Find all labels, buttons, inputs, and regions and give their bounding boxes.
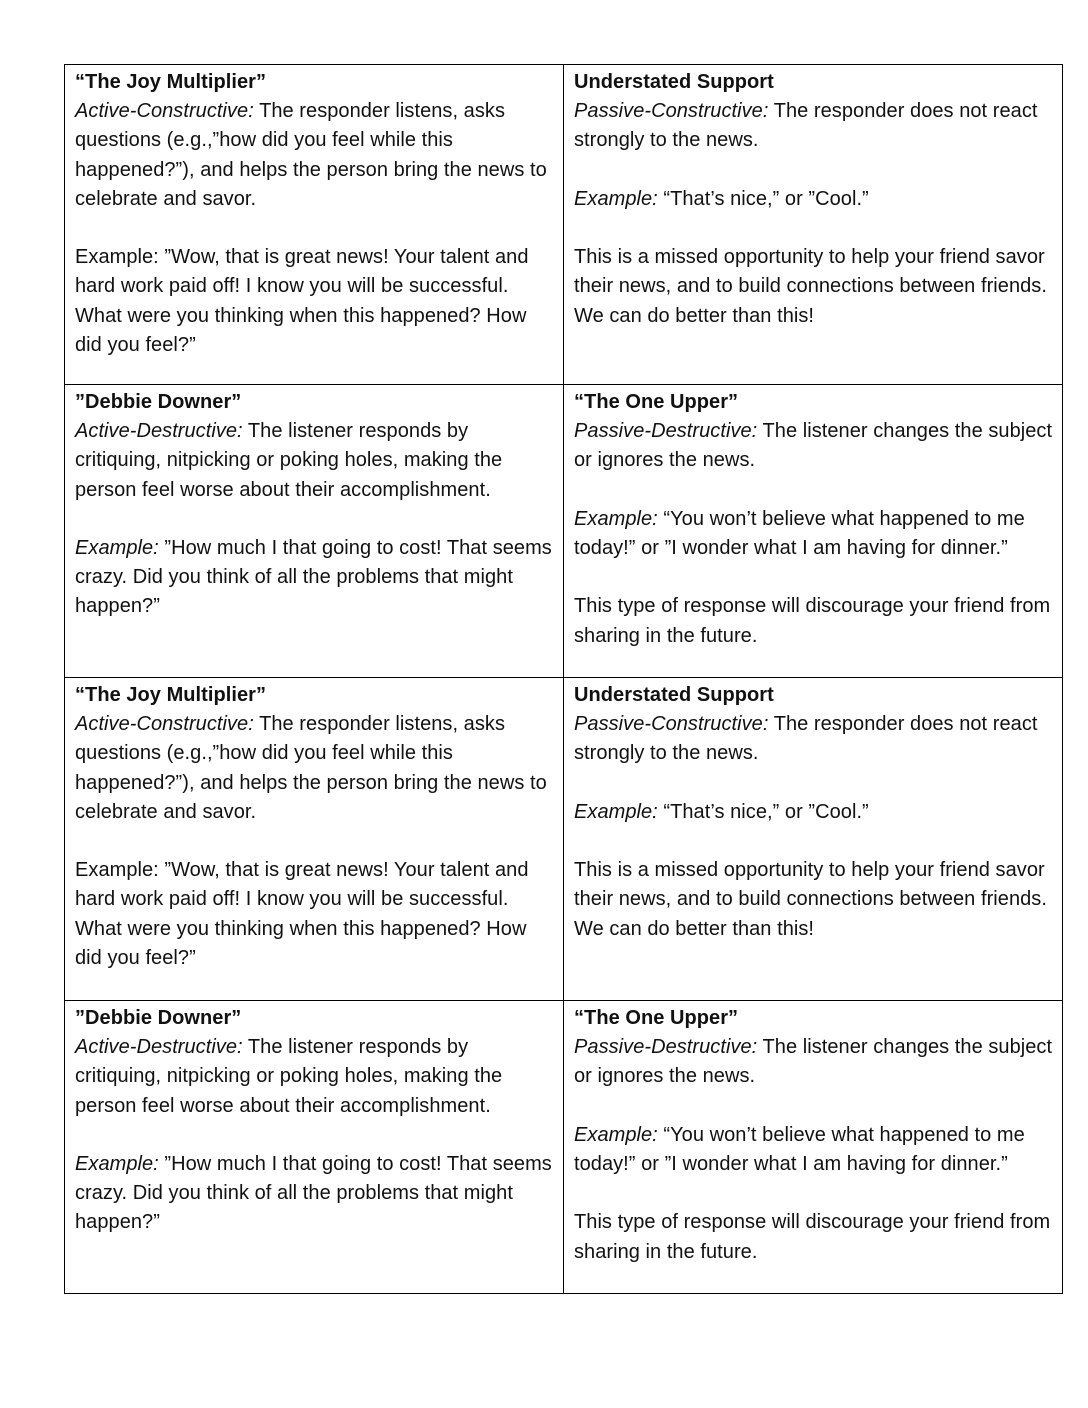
card-title: “The One Upper” <box>574 1007 739 1029</box>
card-definition <box>75 710 555 827</box>
card-example <box>75 1150 555 1238</box>
card-example <box>75 243 555 360</box>
card-example <box>574 1121 1054 1179</box>
card-one-upper <box>564 1001 1063 1294</box>
definition-label: Passive-Constructive: <box>574 100 769 123</box>
example-text: “You won’t believe what happened to me today!” or ”I wonder what I am having for dinner.” <box>574 1123 1025 1175</box>
card-one-upper <box>564 385 1063 678</box>
card-title: ”Debbie Downer” <box>75 1007 242 1029</box>
card-note: This is a missed opportunity to help your friend savor their news, and to build connections between friends. We can do better than this! <box>574 859 1047 940</box>
card-definition <box>574 97 1054 155</box>
card-title: Understated Support <box>574 684 774 706</box>
card-joy-multiplier <box>65 678 564 1001</box>
response-types-table <box>64 64 1063 1294</box>
card-joy-multiplier <box>65 65 564 385</box>
table-row <box>65 678 1063 1001</box>
example-text: Example: ”Wow, that is great news! Your talent and hard work paid off! I know you will be successful. What were you thinking when this happened? How did you feel?” <box>75 246 529 356</box>
card-understated-support <box>564 65 1063 385</box>
example-text: “You won’t believe what happened to me today!” or ”I wonder what I am having for dinner.” <box>574 507 1025 559</box>
definition-text: The listener responds by critiquing, nitpicking or poking holes, making the person feel worse about their accomplishment. <box>75 1036 503 1117</box>
definition-label: Active-Constructive: <box>75 100 254 123</box>
example-label: Example: <box>574 1123 658 1146</box>
definition-text: The listener changes the subject or ignores the news. <box>574 420 1053 472</box>
table-row <box>65 385 1063 678</box>
example-text: ”How much I that going to cost! That seems crazy. Did you think of all the problems that might happen?” <box>75 1153 552 1234</box>
definition-text: The responder does not react strongly to the news. <box>574 100 1038 152</box>
card-definition <box>574 710 1054 768</box>
card-definition <box>574 417 1054 475</box>
card-understated-support <box>564 678 1063 1001</box>
definition-text: The listener responds by critiquing, nitpicking or poking holes, making the person feel worse about their accomplishment. <box>75 420 503 501</box>
example-label: Example: <box>574 507 658 530</box>
definition-label: Active-Destructive: <box>75 1036 243 1059</box>
card-note: This type of response will discourage your friend from sharing in the future. <box>574 1211 1051 1263</box>
definition-text: The responder listens, asks questions (e.g.,”how did you feel while this happened?”), and helps the person bring the news to celebrate and savor. <box>75 713 547 823</box>
example-text: ”How much I that going to cost! That seems crazy. Did you think of all the problems that might happen?” <box>75 537 552 618</box>
definition-label: Passive-Destructive: <box>574 1036 758 1059</box>
table-row <box>65 65 1063 385</box>
card-example <box>574 505 1054 563</box>
definition-label: Active-Destructive: <box>75 420 243 443</box>
card-definition <box>75 1033 555 1121</box>
card-title: “The Joy Multiplier” <box>75 684 267 706</box>
card-definition <box>75 97 555 214</box>
definition-label: Active-Constructive: <box>75 713 254 736</box>
example-label: Example: <box>75 1153 159 1175</box>
definition-label: Passive-Destructive: <box>574 420 758 443</box>
example-text: Example: ”Wow, that is great news! Your talent and hard work paid off! I know you will be successful. What were you thinking when this happened? How did you feel?” <box>75 859 529 969</box>
card-debbie-downer <box>65 1001 564 1294</box>
card-example <box>75 856 555 973</box>
definition-text: The responder listens, asks questions (e.g.,”how did you feel while this happened?”), and helps the person bring the news to celebrate and savor. <box>75 100 547 210</box>
card-debbie-downer <box>65 385 564 678</box>
example-label: Example: <box>574 800 658 823</box>
example-label: Example: <box>574 187 658 210</box>
table-row <box>65 1001 1063 1294</box>
example-text: “That’s nice,” or ”Cool.” <box>657 800 869 823</box>
card-example <box>75 534 555 622</box>
card-definition <box>75 417 555 505</box>
card-title: Understated Support <box>574 71 774 93</box>
definition-text: The listener changes the subject or ignores the news. <box>574 1036 1053 1088</box>
card-note: This is a missed opportunity to help your friend savor their news, and to build connections between friends. We can do better than this! <box>574 246 1047 327</box>
card-example <box>574 798 1054 827</box>
card-example <box>574 185 1054 214</box>
definition-label: Passive-Constructive: <box>574 713 769 736</box>
definition-text: The responder does not react strongly to the news. <box>574 713 1038 765</box>
example-label: Example: <box>75 537 159 559</box>
card-title: “The Joy Multiplier” <box>75 71 267 93</box>
card-title: “The One Upper” <box>574 391 739 413</box>
card-title: ”Debbie Downer” <box>75 391 242 413</box>
card-note: This type of response will discourage your friend from sharing in the future. <box>574 595 1051 647</box>
card-definition <box>574 1033 1054 1091</box>
example-text: “That’s nice,” or ”Cool.” <box>657 187 869 210</box>
